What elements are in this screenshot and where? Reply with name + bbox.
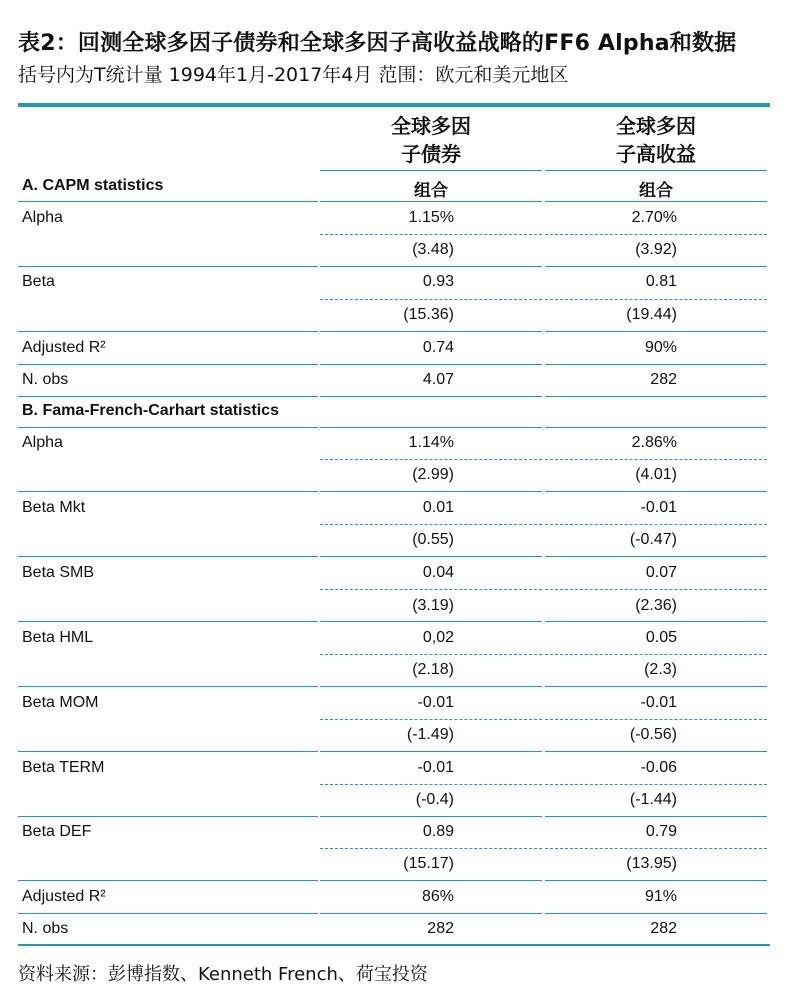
- source-note: 资料来源：彭博指数、Kenneth French、荷宝投资: [18, 964, 428, 985]
- high-yield-value: (-0.47): [629, 531, 677, 548]
- divider-solid: [320, 751, 542, 752]
- bond-value: 1.15%: [408, 209, 454, 226]
- bond-value: 0,02: [422, 629, 454, 646]
- bond-value: (-1.49): [406, 726, 454, 743]
- divider-dashed: [320, 299, 542, 300]
- section-rule: [18, 201, 318, 202]
- row-label: Beta TERM: [22, 759, 105, 776]
- divider-solid: [320, 880, 542, 881]
- table-row: [0, 269, 800, 299]
- header-rule: [545, 170, 767, 171]
- table-row: [0, 657, 800, 687]
- section-b-label: B. Fama-French-Carhart statistics: [22, 402, 279, 419]
- high-yield-value: 91%: [644, 888, 677, 905]
- high-yield-value: (-1.44): [629, 791, 677, 808]
- divider-solid: [320, 621, 542, 622]
- column-header-high-yield: [545, 112, 767, 168]
- row-label: Beta Mkt: [22, 499, 86, 516]
- bond-value: 0.04: [422, 564, 454, 581]
- table-row: [0, 335, 800, 365]
- bond-value: (3.48): [412, 241, 454, 258]
- divider-solid: [545, 266, 767, 267]
- high-yield-value: 2.70%: [631, 209, 677, 226]
- high-yield-value: 0.05: [645, 629, 677, 646]
- divider-dashed: [320, 459, 542, 460]
- table-row: [0, 205, 800, 235]
- high-yield-value: 0.07: [645, 564, 677, 581]
- table-row: [0, 851, 800, 881]
- table-row: [0, 560, 800, 590]
- divider-solid: [18, 396, 318, 397]
- column-header-bond-line2: 子债券: [401, 142, 461, 166]
- bond-value: (2.99): [412, 466, 454, 483]
- divider-solid: [18, 621, 318, 622]
- divider-solid: [320, 491, 542, 492]
- bond-value: 0.89: [422, 823, 454, 840]
- high-yield-value: -0.01: [640, 499, 677, 516]
- high-yield-value: 90%: [644, 339, 677, 356]
- row-label: Beta DEF: [22, 823, 92, 840]
- column-header-high-yield-line2: 子高收益: [616, 142, 696, 166]
- section-rule: [545, 201, 767, 202]
- divider-dashed: [320, 234, 542, 235]
- high-yield-value: (3.92): [635, 241, 677, 258]
- table-row: [0, 237, 800, 267]
- divider-solid: [545, 686, 767, 687]
- column-header-bond: [320, 112, 542, 168]
- divider-solid: [320, 913, 542, 914]
- divider-solid: [320, 396, 542, 397]
- table-row: [0, 302, 800, 332]
- section-a-header-row: [0, 173, 800, 203]
- divider-dashed: [320, 719, 542, 720]
- divider-dashed: [320, 784, 542, 785]
- row-label: Beta: [22, 273, 55, 290]
- divider-solid: [320, 427, 542, 428]
- high-yield-value: 282: [650, 920, 677, 937]
- bond-value: (2.18): [412, 661, 454, 678]
- table-row: [0, 690, 800, 720]
- divider-solid: [18, 427, 318, 428]
- high-yield-value: (2.3): [644, 661, 677, 678]
- table-row: [0, 884, 800, 914]
- divider-solid: [18, 751, 318, 752]
- table-row: [0, 819, 800, 849]
- high-yield-value: (13.95): [626, 855, 677, 872]
- divider-dashed: [545, 654, 767, 655]
- bond-value: (0.55): [412, 531, 454, 548]
- divider-solid: [18, 364, 318, 365]
- divider-dashed: [320, 654, 542, 655]
- divider-solid: [18, 816, 318, 817]
- divider-solid: [545, 556, 767, 557]
- high-yield-value: (19.44): [626, 306, 677, 323]
- divider-solid: [545, 880, 767, 881]
- divider-solid: [545, 396, 767, 397]
- divider-solid: [18, 913, 318, 914]
- top-rule: [18, 103, 770, 107]
- bond-value: (-0.4): [415, 791, 454, 808]
- divider-solid: [320, 556, 542, 557]
- bond-value: (15.36): [403, 306, 454, 323]
- divider-solid: [545, 427, 767, 428]
- divider-solid: [545, 491, 767, 492]
- row-label: N. obs: [22, 920, 69, 937]
- divider-solid: [320, 686, 542, 687]
- table-row: [0, 430, 800, 460]
- row-label: Beta SMB: [22, 564, 95, 581]
- divider-solid: [545, 331, 767, 332]
- table-row: [0, 625, 800, 655]
- high-yield-value: 282: [650, 371, 677, 388]
- high-yield-value: 0.81: [645, 273, 677, 290]
- table-title: 表2：回测全球多因子债券和全球多因子高收益战略的FF6 Alpha和数据: [18, 31, 737, 56]
- section-a-label: A. CAPM statistics: [22, 177, 164, 194]
- bond-value: -0.01: [417, 759, 454, 776]
- divider-dashed: [545, 589, 767, 590]
- table-row: [0, 495, 800, 525]
- divider-dashed: [320, 589, 542, 590]
- table-row: [0, 722, 800, 752]
- table-row: [0, 367, 800, 397]
- table-row: [0, 593, 800, 623]
- divider-solid: [545, 364, 767, 365]
- high-yield-value: (-0.56): [629, 726, 677, 743]
- divider-solid: [18, 266, 318, 267]
- bond-value: 0.93: [422, 273, 454, 290]
- high-yield-value: -0.06: [640, 759, 677, 776]
- column-header-high-yield-line1: 全球多因: [616, 114, 696, 138]
- divider-solid: [320, 816, 542, 817]
- divider-dashed: [320, 848, 542, 849]
- divider-dashed: [545, 459, 767, 460]
- divider-solid: [18, 686, 318, 687]
- divider-dashed: [545, 234, 767, 235]
- divider-solid: [18, 556, 318, 557]
- section-rule: [320, 201, 542, 202]
- table-row: [0, 527, 800, 557]
- header-rule: [320, 170, 542, 171]
- high-yield-value: (2.36): [635, 597, 677, 614]
- table-row: [0, 916, 800, 946]
- bond-value: (15.17): [403, 855, 454, 872]
- column-header-bond-line1: 全球多因: [391, 114, 471, 138]
- high-yield-value: 0.79: [645, 823, 677, 840]
- divider-dashed: [320, 524, 542, 525]
- divider-dashed: [545, 784, 767, 785]
- divider-solid: [320, 364, 542, 365]
- row-label: Alpha: [22, 434, 63, 451]
- row-label: N. obs: [22, 371, 69, 388]
- bond-value: -0.01: [417, 694, 454, 711]
- bond-value: 0.74: [422, 339, 454, 356]
- bond-value: 4.07: [422, 371, 454, 388]
- section-a-col2-label: 组合: [639, 181, 673, 201]
- divider-solid: [545, 913, 767, 914]
- table-row: [0, 755, 800, 785]
- bottom-rule: [18, 944, 770, 946]
- divider-solid: [545, 621, 767, 622]
- high-yield-value: (4.01): [635, 466, 677, 483]
- divider-solid: [320, 331, 542, 332]
- high-yield-value: 2.86%: [631, 434, 677, 451]
- divider-solid: [18, 331, 318, 332]
- bond-value: (3.19): [412, 597, 454, 614]
- table-row: [0, 787, 800, 817]
- table-row: [0, 462, 800, 492]
- row-label: Adjusted R²: [22, 339, 106, 356]
- divider-solid: [545, 751, 767, 752]
- bond-value: 1.14%: [408, 434, 454, 451]
- row-label: Adjusted R²: [22, 888, 106, 905]
- row-label: Beta HML: [22, 629, 94, 646]
- table-subtitle: 括号内为T统计量 1994年1月-2017年4月 范围：欧元和美元地区: [18, 64, 569, 86]
- bond-value: 282: [427, 920, 454, 937]
- divider-solid: [545, 816, 767, 817]
- divider-solid: [18, 491, 318, 492]
- high-yield-value: -0.01: [640, 694, 677, 711]
- bond-value: 86%: [421, 888, 454, 905]
- divider-solid: [320, 266, 542, 267]
- section-b-header-row: [0, 398, 800, 428]
- divider-solid: [18, 880, 318, 881]
- divider-dashed: [545, 848, 767, 849]
- divider-dashed: [545, 299, 767, 300]
- bond-value: 0.01: [422, 499, 454, 516]
- divider-dashed: [545, 524, 767, 525]
- section-a-col1-label: 组合: [414, 181, 448, 201]
- divider-dashed: [545, 719, 767, 720]
- row-label: Beta MOM: [22, 694, 99, 711]
- row-label: Alpha: [22, 209, 63, 226]
